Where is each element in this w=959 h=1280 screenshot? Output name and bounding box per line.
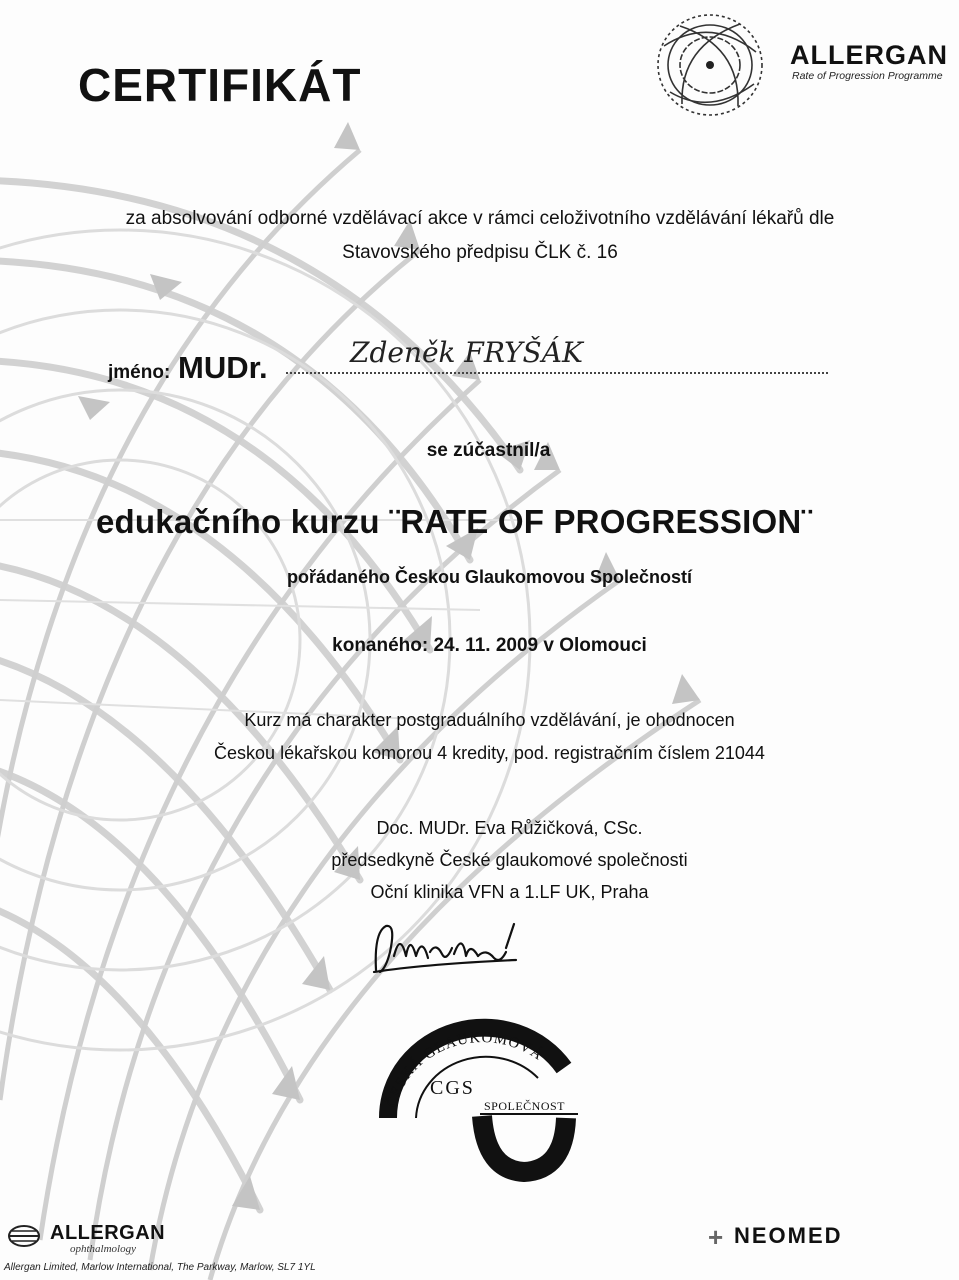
name-row — [108, 336, 828, 392]
name-label: jméno: — [108, 362, 171, 383]
allergan-swirl-logo — [650, 6, 770, 124]
neomed-brand: NEOMED — [734, 1223, 843, 1248]
signatory-role: předsedkyně České glaukomové společnosti — [331, 850, 688, 870]
handwritten-name-text: Zdeněk FRYŠÁK — [350, 336, 583, 369]
footer-sub: ophthalmology — [70, 1243, 136, 1255]
signatory-institution: Oční klinika VFN a 1.LF UK, Praha — [370, 882, 649, 902]
allergan-brand: ALLERGAN — [790, 40, 948, 70]
course-title: edukačního kurzu ¨RATE OF PROGRESSION¨ — [96, 503, 813, 540]
cgs-bottom-text: SPOLEČNOST — [484, 1099, 566, 1113]
organizer-text: pořádaného Českou Glaukomovou Společností — [286, 567, 693, 587]
participated-text: se zúčastnil/a — [426, 440, 551, 461]
credit-text — [0, 704, 959, 770]
footer-brand: ALLERGAN — [50, 1222, 166, 1244]
intro-line-1: za absolvování odborné vzdělávací akce v rámci celoživotního vzdělávání lékařů dle — [125, 208, 835, 229]
signature — [366, 912, 532, 978]
cgs-logo — [368, 1008, 600, 1184]
intro-line-2: Stavovského předpisu ČLK č. 16 — [342, 242, 618, 263]
allergan-footer-logo — [6, 1224, 42, 1248]
held-text: konaného: 24. 11. 2009 v Olomouci — [332, 635, 647, 656]
cgs-arc-text: ČESKÁ GLAUKOMOVÁ — [384, 1029, 546, 1110]
signatory-name: Doc. MUDr. Eva Růžičková, CSc. — [376, 818, 643, 838]
allergan-tagline: Rate of Progression Programme — [792, 70, 943, 82]
name-title: MUDr. — [178, 350, 268, 385]
neomed-mark: + — [708, 1222, 724, 1252]
handwritten-name — [344, 326, 714, 372]
credit-line-1: Kurz má charakter postgraduálního vzdělávání, je ohodnocen — [244, 710, 735, 730]
certificate-title: CERTIFIKÁT — [78, 59, 362, 111]
signatory-block — [0, 812, 959, 908]
cgs-abbrev: CGS — [430, 1077, 475, 1099]
intro-text — [60, 202, 900, 270]
footer-address: Allergan Limited, Marlow International, The Parkway, Marlow, SL7 1YL — [4, 1262, 316, 1273]
credit-line-2: Českou lékařskou komorou 4 kredity, pod. registračním číslem 21044 — [214, 743, 765, 763]
